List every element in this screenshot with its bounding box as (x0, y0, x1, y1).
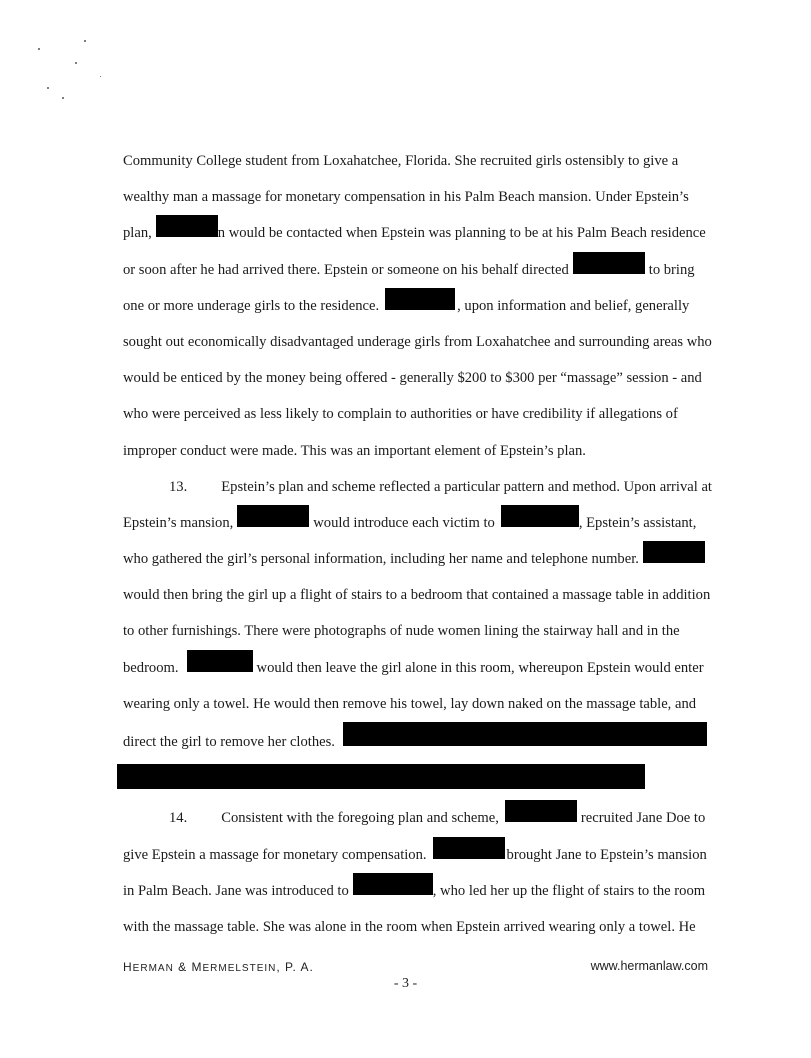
firm-name-part: , P. A. (276, 960, 314, 974)
redaction-block (433, 837, 505, 859)
redaction-block (343, 722, 707, 746)
line-text: with the massage table. She was alone in the room when Epstein arrived wearing only a towel. He (123, 918, 696, 935)
line-text: give Epstein a massage for monetary compensation. (123, 846, 427, 863)
text-line (123, 837, 715, 873)
text-line (123, 650, 715, 686)
text-line (123, 613, 715, 649)
firm-name-part: ERMELSTEIN (202, 963, 277, 974)
line-text: one or more underage girls to the residence. (123, 297, 380, 314)
redaction-block (573, 252, 645, 274)
scan-speck (100, 76, 101, 77)
line-text: to bring (648, 261, 695, 278)
line-text: would be enticed by the money being offered - generally $200 to $300 per “massage” session - and (123, 370, 702, 387)
line-text: , who led her up the flight of stairs to the room (432, 882, 706, 899)
text-line (123, 252, 715, 288)
paragraph-number: 14. (169, 810, 188, 827)
text-line (123, 360, 715, 396)
scan-speck (38, 48, 40, 50)
text-line (123, 215, 715, 251)
line-text: to other furnishings. There were photographs of nude women lining the stairway hall and in the (123, 623, 680, 640)
redaction-block (237, 505, 309, 527)
line-text: Epstein’s plan and scheme reflected a particular pattern and method. Upon arrival at (221, 478, 712, 495)
line-text: wealthy man a massage for monetary compensation in his Palm Beach mansion. Under Epstein’s (123, 189, 689, 206)
text-line (123, 541, 715, 577)
text-line (123, 686, 715, 722)
text-line (123, 179, 715, 215)
firm-name-part: & M (173, 960, 203, 974)
line-text: who were perceived as less likely to complain to authorities or have credibility if allegations of (123, 406, 678, 423)
line-text: n would be contacted when Epstein was planning to be at his Palm Beach residence (217, 225, 706, 242)
scan-speck (84, 40, 86, 42)
redaction-block (187, 650, 253, 672)
text-line (123, 722, 715, 758)
footer-url: www.hermanlaw.com (590, 959, 708, 973)
scan-speck (47, 87, 49, 89)
line-text: Epstein’s mansion, (123, 514, 234, 531)
line-text: in Palm Beach. Jane was introduced to (123, 882, 349, 899)
firm-name-part: ERMAN (132, 963, 174, 974)
text-line (123, 396, 715, 432)
line-text: would then leave the girl alone in this room, whereupon Epstein would enter (256, 659, 704, 676)
text-line (123, 505, 715, 541)
line-text: would introduce each victim to (313, 514, 495, 531)
text-line (123, 873, 715, 909)
text-line (123, 324, 715, 360)
paragraph-number: 13. (169, 478, 188, 495)
line-text: recruited Jane Doe to (580, 810, 706, 827)
firm-name-part: H (123, 960, 133, 974)
redaction-block (385, 288, 455, 310)
line-text: improper conduct were made. This was an important element of Epstein’s plan. (123, 442, 586, 459)
redaction-block (501, 505, 579, 527)
line-text: brought Jane to Epstein’s mansion (506, 846, 707, 863)
line-text: or soon after he had arrived there. Epstein or someone on his behalf directed (123, 261, 569, 278)
redacted-line (123, 764, 715, 800)
line-text: , Epstein’s assistant, (578, 514, 697, 531)
redaction-block (353, 873, 433, 895)
paragraph-14-line (123, 800, 715, 836)
text-line (123, 143, 715, 179)
paragraph-13-line (123, 469, 715, 505)
line-text: who gathered the girl’s personal information, including her name and telephone number. (123, 551, 639, 568)
text-line (123, 577, 715, 613)
redaction-block (117, 764, 645, 789)
page-number: - 3 - (393, 976, 418, 991)
line-text: sought out economically disadvantaged underage girls from Loxahatchee and surrounding areas who (123, 333, 712, 350)
footer-firm-name (123, 960, 314, 974)
line-text: bedroom. (123, 659, 179, 676)
text-line (123, 288, 715, 324)
body-text (123, 143, 715, 945)
line-text: direct the girl to remove her clothes. (123, 734, 335, 750)
line-text: Community College student from Loxahatchee, Florida. She recruited girls ostensibly to give a (123, 153, 679, 169)
line-text: , upon information and belief, generally (457, 297, 690, 314)
text-line (123, 433, 715, 469)
redaction-block (505, 800, 577, 822)
redaction-block (156, 215, 218, 237)
scan-speck (75, 62, 77, 64)
line-text: wearing only a towel. He would then remove his towel, lay down naked on the massage table, and (123, 695, 697, 712)
text-line (123, 909, 715, 945)
line-text: plan, (123, 225, 152, 242)
line-text: Consistent with the foregoing plan and scheme, (221, 810, 499, 827)
line-text: would then bring the girl up a flight of stairs to a bedroom that contained a massage table in addition (123, 587, 711, 604)
redaction-block (643, 541, 705, 563)
scan-speck (62, 97, 64, 99)
